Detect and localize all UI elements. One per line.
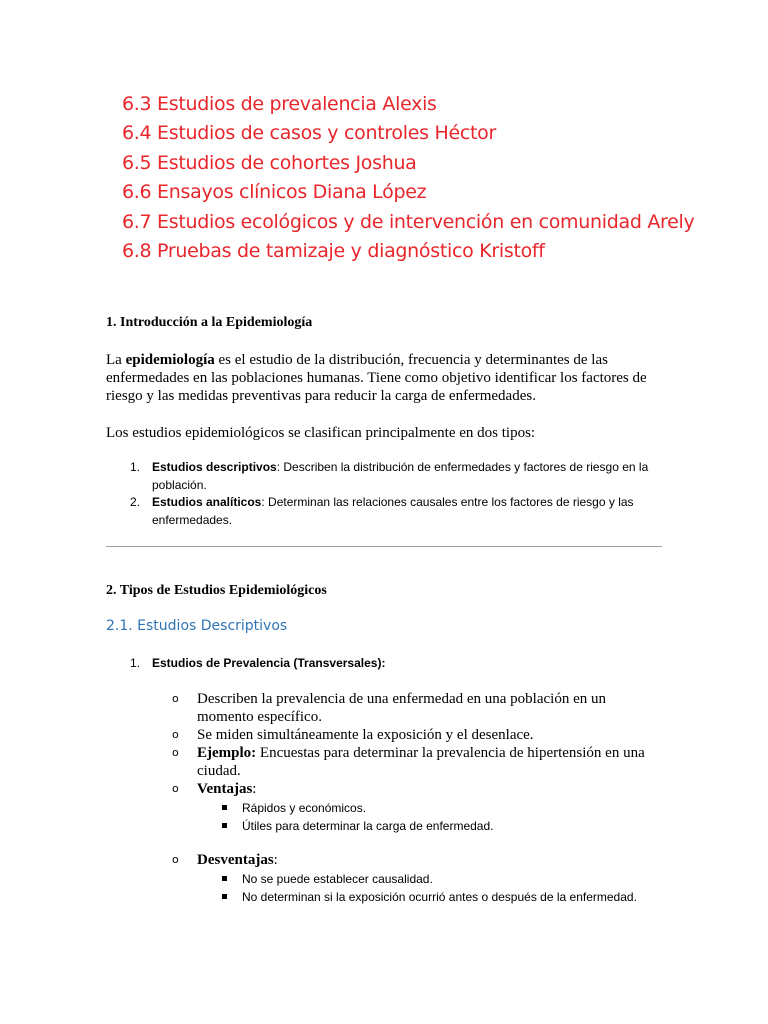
assigned-section: 6.5 Estudios de cohortes Joshua	[122, 151, 417, 174]
section-2-heading: 2. Tipos de Estudios Epidemiológicos	[106, 583, 327, 598]
bullet-icon: o	[172, 728, 179, 741]
assigned-section: 6.4 Estudios de casos y controles Héctor	[122, 122, 496, 145]
list-item-text: : Describen la distribución de enfermedades y factores de riesgo en la población.	[152, 460, 649, 492]
list-item	[197, 888, 662, 906]
list-item	[197, 817, 662, 835]
intro-paragraph	[106, 351, 666, 405]
spacer	[172, 835, 662, 851]
list-item	[106, 494, 661, 529]
list-item-text: : Determinan las relaciones causales entre los factores de riesgo y las enfermedades.	[152, 495, 634, 527]
disadvantage-text: No se puede establecer causalidad.	[242, 872, 433, 886]
square-bullet-icon	[222, 876, 227, 881]
example-label: Ejemplo:	[197, 745, 257, 761]
list-item-title: Estudios analíticos	[152, 495, 262, 509]
assigned-section: 6.8 Pruebas de tamizaje y diagnóstico Kristoff	[122, 239, 545, 262]
advantage-text: Útiles para determinar la carga de enfermedad.	[242, 819, 494, 833]
square-bullet-icon	[222, 805, 227, 810]
assigned-section: 6.7 Estudios ecológicos y de intervención en comunidad Arely	[122, 210, 695, 233]
study-types-list	[106, 459, 661, 529]
point-text: Se miden simultáneamente la exposición y el desenlace.	[197, 727, 534, 743]
list-item	[172, 690, 662, 726]
bullet-icon: o	[172, 692, 179, 705]
example-text: Encuestas para determinar la prevalencia de hipertensión en una ciudad.	[197, 745, 645, 779]
classification-paragraph: Los estudios epidemiológicos se clasifican principalmente en dos tipos:	[106, 425, 536, 441]
list-item	[172, 744, 662, 780]
point-text: Describen la prevalencia de una enfermedad en una población en un momento específico.	[197, 691, 606, 725]
intro-prefix: La	[106, 352, 126, 368]
intro-rest: es el estudio de la distribución, frecuencia y determinantes de las enfermedades en las poblaciones humanas. Tiene como objetivo identificar los factores de riesgo y las medidas preventivas para reducir la carga de enfermedades.	[106, 352, 647, 404]
advantage-text: Rápidos y económicos.	[242, 801, 367, 815]
disadvantages-list	[197, 870, 662, 906]
square-bullet-icon	[222, 894, 227, 899]
intro-bold-term: epidemiología	[125, 352, 215, 368]
list-number: 1.	[130, 460, 141, 474]
disadvantage-text: No determinan si la exposición ocurrió antes o después de la enfermedad.	[242, 890, 637, 904]
list-item	[172, 780, 662, 835]
assigned-section: 6.6 Ensayos clínicos Diana López	[122, 181, 427, 204]
advantages-list	[197, 799, 662, 835]
colon: :	[273, 852, 278, 868]
prevalence-details-list	[172, 690, 662, 906]
horizontal-divider	[106, 546, 662, 547]
advantages-label: Ventajas	[197, 781, 253, 797]
assigned-section: 6.3 Estudios de prevalencia Alexis	[122, 93, 437, 115]
list-item	[172, 851, 662, 906]
list-item	[106, 655, 661, 673]
list-item	[106, 459, 661, 494]
list-item	[197, 799, 662, 817]
colon: :	[252, 781, 257, 797]
list-item	[197, 870, 662, 888]
subsection-heading: 2.1. Estudios Descriptivos	[106, 618, 288, 634]
bullet-icon: o	[172, 853, 179, 866]
section-1-heading: 1. Introducción a la Epidemiología	[106, 315, 313, 330]
list-item	[172, 726, 662, 744]
assigned-sections-list	[122, 90, 694, 266]
square-bullet-icon	[222, 823, 227, 828]
list-item-title: Estudios descriptivos	[152, 460, 277, 474]
list-number: 2.	[130, 495, 141, 509]
list-item-title: Estudios de Prevalencia (Transversales):	[152, 656, 386, 670]
list-number: 1.	[130, 656, 141, 670]
bullet-icon: o	[172, 782, 179, 795]
descriptive-studies-list	[106, 655, 661, 673]
disadvantages-label: Desventajas	[197, 852, 274, 868]
bullet-icon: o	[172, 746, 179, 759]
